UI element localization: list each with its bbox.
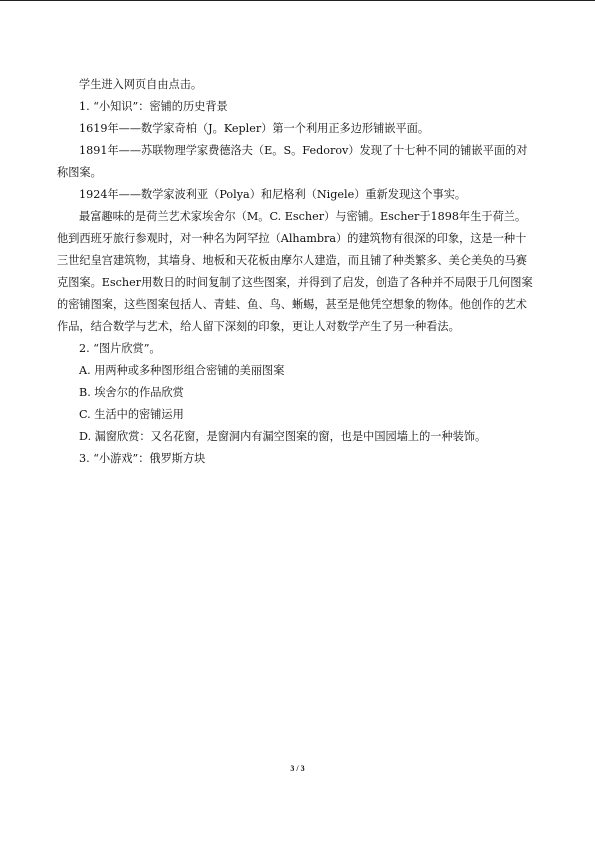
section-heading-game: 3. “小游戏”：俄罗斯方块 bbox=[79, 452, 206, 465]
list-item-a: A. 用两种或多种图形组合密铺的美丽图案 bbox=[79, 364, 285, 377]
paragraph-escher: 最富趣味的是荷兰艺术家埃舍尔（M。C. Escher）与密铺。Escher于1898年生于荷兰。他到西班牙旅行参观时，对一种名为阿罕拉（Alhambra）的建筑物有很深的印象，这是一种十三世纪皇宫建筑物，其墙身、地板和天花板由摩尔人建造，而且铺了种类繁多、美仑美奂的马赛克图案。Escher用数日的时间复制了这些图案，并得到了启发，创造了各种并不局限于几何图案的密铺图案，这些图案包括人、青蛙、鱼、鸟、蜥蜴，甚至是他凭空想象的物体。他创作的艺术作品，结合数学与艺术，给人留下深刻的印象，更让人对数学产生了另一种看法。 bbox=[57, 210, 533, 333]
page-number: 3 / 3 bbox=[290, 764, 305, 773]
paragraph-kepler: 1619年——数学家奇柏（J。Kepler）第一个利用正多边形铺嵌平面。 bbox=[79, 122, 430, 135]
list-item-d: D. 漏窗欣赏：又名花窗，是窗洞内有漏空图案的窗，也是中国园墙上的一种装饰。 bbox=[79, 430, 487, 443]
document-body bbox=[57, 74, 537, 470]
paragraph-intro: 学生进入网页自由点击。 bbox=[79, 78, 203, 91]
paragraph-fedorov: 1891年——苏联物理学家费德洛夫（E。S。Fedorov）发现了十七种不同的铺嵌平面的对称图案。 bbox=[57, 144, 528, 179]
top-border-line bbox=[0, 0, 595, 1]
section-heading-knowledge: 1. “小知识”：密铺的历史背景 bbox=[79, 100, 228, 113]
section-heading-pictures: 2. “图片欣赏”。 bbox=[79, 342, 161, 355]
list-item-b: B. 埃舍尔的作品欣赏 bbox=[79, 386, 184, 399]
paragraph-polya: 1924年——数学家波利亚（Polya）和尼格利（Nigele）重新发现这个事实。 bbox=[79, 188, 467, 201]
list-item-c: C. 生活中的密铺运用 bbox=[79, 408, 184, 421]
